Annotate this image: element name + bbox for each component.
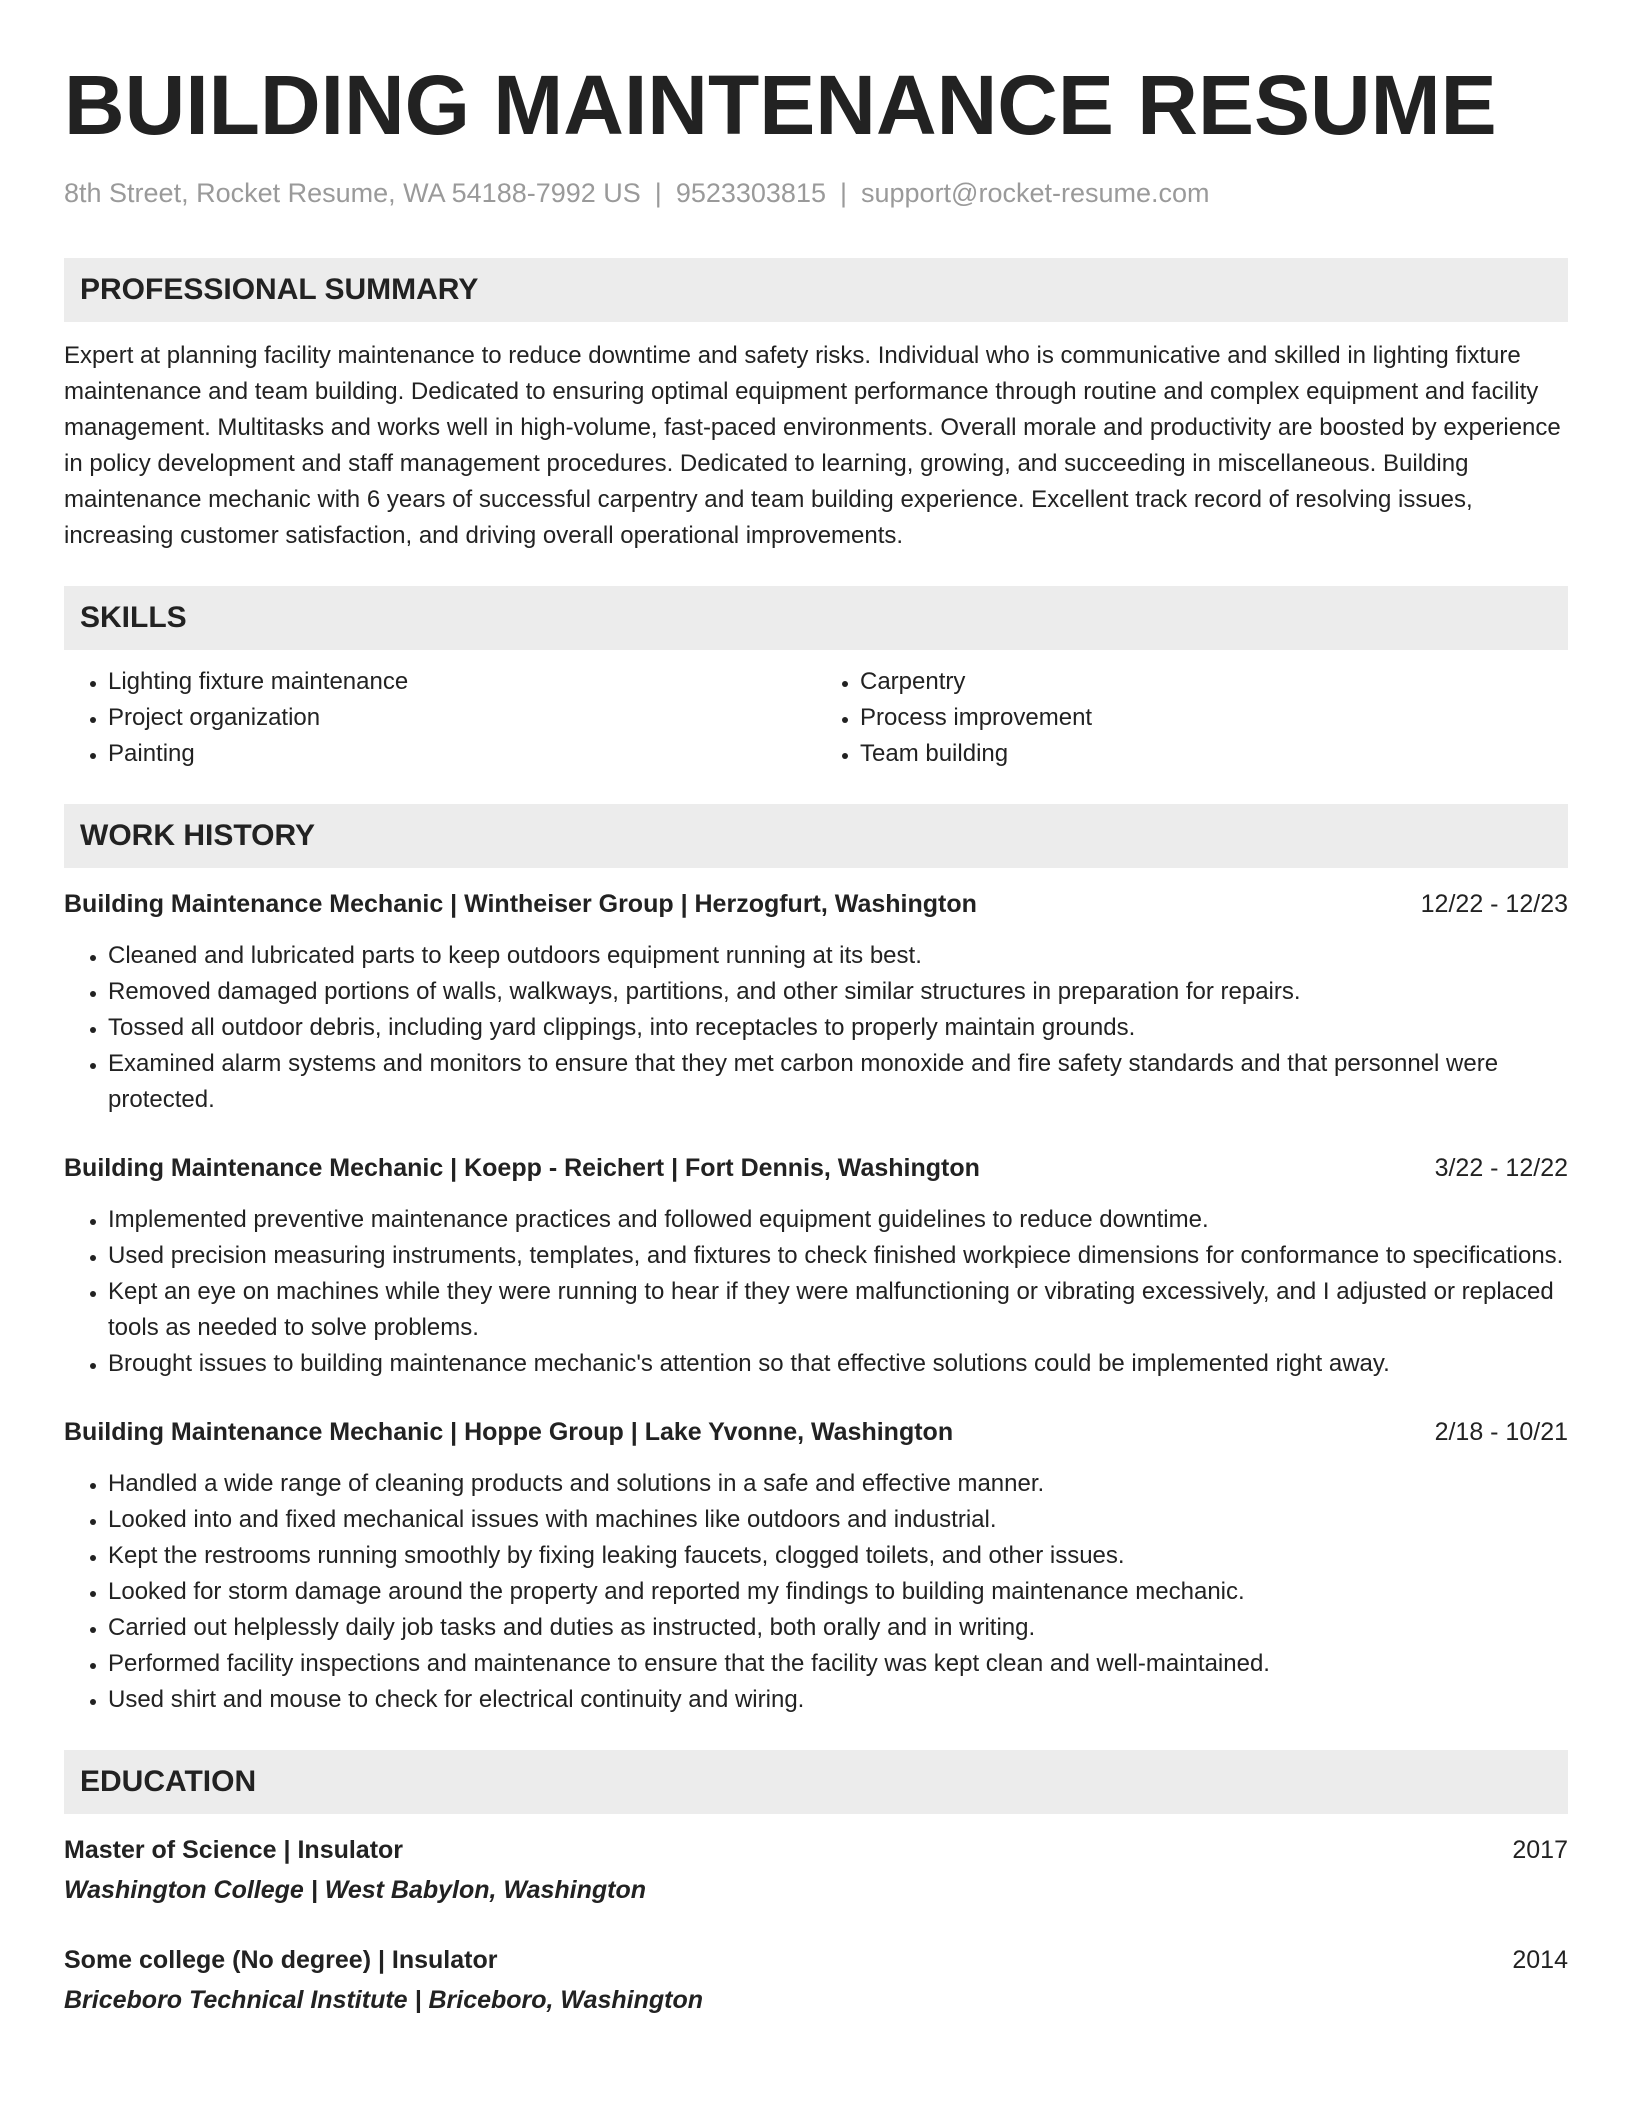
job-bullet: • Cleaned and lubricated parts to keep outdoors equipment running at its best.: [108, 938, 1568, 974]
education-entry: [64, 1942, 1568, 2018]
job-bullet: • Used precision measuring instruments, templates, and fixtures to check finished workpiece dimensions for conformance to specifications.: [108, 1238, 1568, 1274]
job-bullet: • Brought issues to building maintenance mechanic's attention so that effective solutions could be implemented right away.: [108, 1346, 1568, 1382]
job-bullet: • Performed facility inspections and maintenance to ensure that the facility was kept clean and well-maintained.: [108, 1646, 1568, 1682]
skill-item: • Lighting fixture maintenance: [108, 664, 816, 700]
job-header: [64, 1414, 1568, 1450]
education-year: 2017: [1512, 1836, 1568, 1864]
skill-item: • Team building: [860, 736, 1568, 772]
job-dates: 3/22 - 12/22: [1434, 1154, 1568, 1182]
skill-item: • Carpentry: [860, 664, 1568, 700]
job-title: Building Maintenance Mechanic | Wintheiser Group | Herzogfurt, Washington: [64, 890, 977, 918]
job-bullets: [64, 1466, 1568, 1718]
education-degree: Some college (No degree) | Insulator: [64, 1946, 498, 1974]
education-entry: [64, 1832, 1568, 1908]
education-header: [64, 1942, 1568, 1978]
job-bullet: • Examined alarm systems and monitors to ensure that they met carbon monoxide and fire safety standards and that personnel were protected.: [108, 1046, 1568, 1118]
education-degree: Master of Science | Insulator: [64, 1836, 404, 1864]
summary-text: Expert at planning facility maintenance to reduce downtime and safety risks. Individual who is communicative and skilled in lighting fixture maintenance and team building. Dedicated to ensuring optimal equipment performance through routine and complex equipment and facility management. Multitasks and works well in high-volume, fast-paced environments. Overall morale and productivity are boosted by experience in policy development and staff management procedures. Dedicated to learning, growing, and succeeding in miscellaneous. Building maintenance mechanic with 6 years of successful carpentry and team building experience. Excellent track record of resolving issues, increasing customer satisfaction, and driving overall operational improvements.: [64, 342, 1561, 549]
job-bullet: • Used shirt and mouse to check for electrical continuity and wiring.: [108, 1682, 1568, 1718]
job-dates: 2/18 - 10/21: [1434, 1418, 1568, 1446]
skill-item: • Project organization: [108, 700, 816, 736]
contact-line: [64, 176, 1568, 210]
skills-list: [64, 664, 1568, 772]
contact-phone: 9523303815: [675, 178, 826, 208]
education-year: 2014: [1512, 1946, 1568, 1974]
contact-email: support@rocket-resume.com: [861, 178, 1210, 208]
skills-column-left: [64, 664, 816, 772]
section-heading-summary: PROFESSIONAL SUMMARY: [64, 258, 1568, 322]
skill-item: • Process improvement: [860, 700, 1568, 736]
contact-separator: |: [654, 178, 662, 208]
job-title: Building Maintenance Mechanic | Hoppe Group | Lake Yvonne, Washington: [64, 1418, 954, 1446]
job-bullet: • Looked for storm damage around the property and reported my findings to building maintenance mechanic.: [108, 1574, 1568, 1610]
contact-separator: |: [839, 178, 847, 208]
job-bullet: • Tossed all outdoor debris, including yard clippings, into receptacles to properly maintain grounds.: [108, 1010, 1568, 1046]
job-bullets: [64, 1202, 1568, 1382]
contact-address: 8th Street, Rocket Resume, WA 54188-7992 US: [64, 178, 641, 208]
job-header: [64, 886, 1568, 922]
education-school: Washington College | West Babylon, Washington: [64, 1876, 647, 1904]
job-header: [64, 1150, 1568, 1186]
job-dates: 12/22 - 12/23: [1420, 890, 1568, 918]
job-bullet: • Kept the restrooms running smoothly by fixing leaking faucets, clogged toilets, and other issues.: [108, 1538, 1568, 1574]
job-bullet: • Looked into and fixed mechanical issues with machines like outdoors and industrial.: [108, 1502, 1568, 1538]
job-bullet: • Kept an eye on machines while they were running to hear if they were malfunctioning or vibrating excessively, and I adjusted or replaced tools as needed to solve problems.: [108, 1274, 1568, 1346]
section-heading-skills: SKILLS: [64, 586, 1568, 650]
education-header: [64, 1832, 1568, 1868]
job-entry: [64, 1414, 1568, 1718]
section-heading-education: EDUCATION: [64, 1750, 1568, 1814]
job-entry: [64, 1150, 1568, 1382]
job-bullet: • Carried out helplessly daily job tasks and duties as instructed, both orally and in writing.: [108, 1610, 1568, 1646]
job-bullet: • Removed damaged portions of walls, walkways, partitions, and other similar structures in preparation for repairs.: [108, 974, 1568, 1010]
job-entry: [64, 886, 1568, 1118]
section-heading-work-history: WORK HISTORY: [64, 804, 1568, 868]
job-bullet: • Handled a wide range of cleaning products and solutions in a safe and effective manner.: [108, 1466, 1568, 1502]
job-bullets: [64, 938, 1568, 1118]
skills-column-right: [816, 664, 1568, 772]
resume-title: BUILDING MAINTENANCE RESUME: [64, 58, 1497, 152]
skill-item: • Painting: [108, 736, 816, 772]
job-bullet: • Implemented preventive maintenance practices and followed equipment guidelines to reduce downtime.: [108, 1202, 1568, 1238]
job-title: Building Maintenance Mechanic | Koepp - Reichert | Fort Dennis, Washington: [64, 1154, 980, 1182]
education-school: Briceboro Technical Institute | Briceboro, Washington: [64, 1986, 704, 2014]
